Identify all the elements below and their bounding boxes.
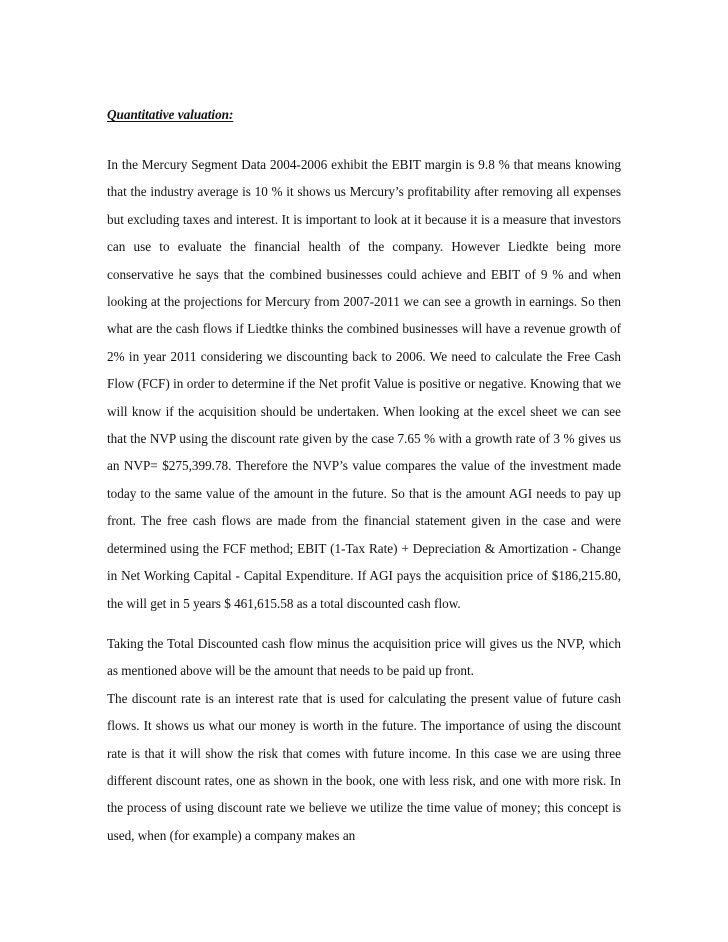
paragraph-discount-rate: The discount rate is an interest rate that is used for calculating the present value of future cash flows. It shows us what our money is worth in the future. The importance of using the discount rate is that it will show the risk that comes with future income. In this case we are using three different discount rates, one as shown in the book, one with less risk, and one with more risk. In the process of using discount rate we believe we utilize the time value of money; this concept is used, when (for example) a company makes an xyxy=(107,690,621,843)
paragraph-ebit-fcf: In the Mercury Segment Data 2004-2006 exhibit the EBIT margin is 9.8 % that means knowing that the industry average is 10 % it shows us Mercury’s profitability after removing all expenses but excluding taxes and interest. It is important to look at it because it is a measure that investors can use to evaluate the financial health of the company. However Liedkte being more conservative he says that the combined businesses could achieve and EBIT of 9 % and when looking at the projections for Mercury from 2007-2011 we can see a growth in earnings. So then what are the cash flows if Liedtke thinks the combined businesses will have a revenue growth of 2% in year 2011 considering we discounting back to 2006. We need to calculate the Free Cash Flow (FCF) in order to determine if the Net profit Value is positive or negative. Knowing that we will know if the acquisition should be undertaken. When looking at the excel sheet we can see that the NVP using the discount rate given by the case 7.65 % with a growth rate of 3 % gives us an NVP= $275,399.78. Therefore the NVP’s value compares the value of the investment made today to the same value of the amount in the future. So that is the amount AGI needs to pay up front. The free cash flows are made from the financial statement given in the case and were determined using the FCF method; EBIT (1-Tax Rate) + Depreciation & Amortization - Change in Net Working Capital - Capital Expenditure. If AGI pays the acquisition price of $186,215.80, the will get in 5 years $ 461,615.58 as a total discounted cash flow. xyxy=(107,157,621,611)
paragraph-nvp: Taking the Total Discounted cash flow minus the acquisition price will gives us the NVP, which as mentioned above will be the amount that needs to be paid up front. xyxy=(107,635,621,679)
section-heading: Quantitative valuation: xyxy=(107,107,234,122)
document-body xyxy=(107,107,621,849)
